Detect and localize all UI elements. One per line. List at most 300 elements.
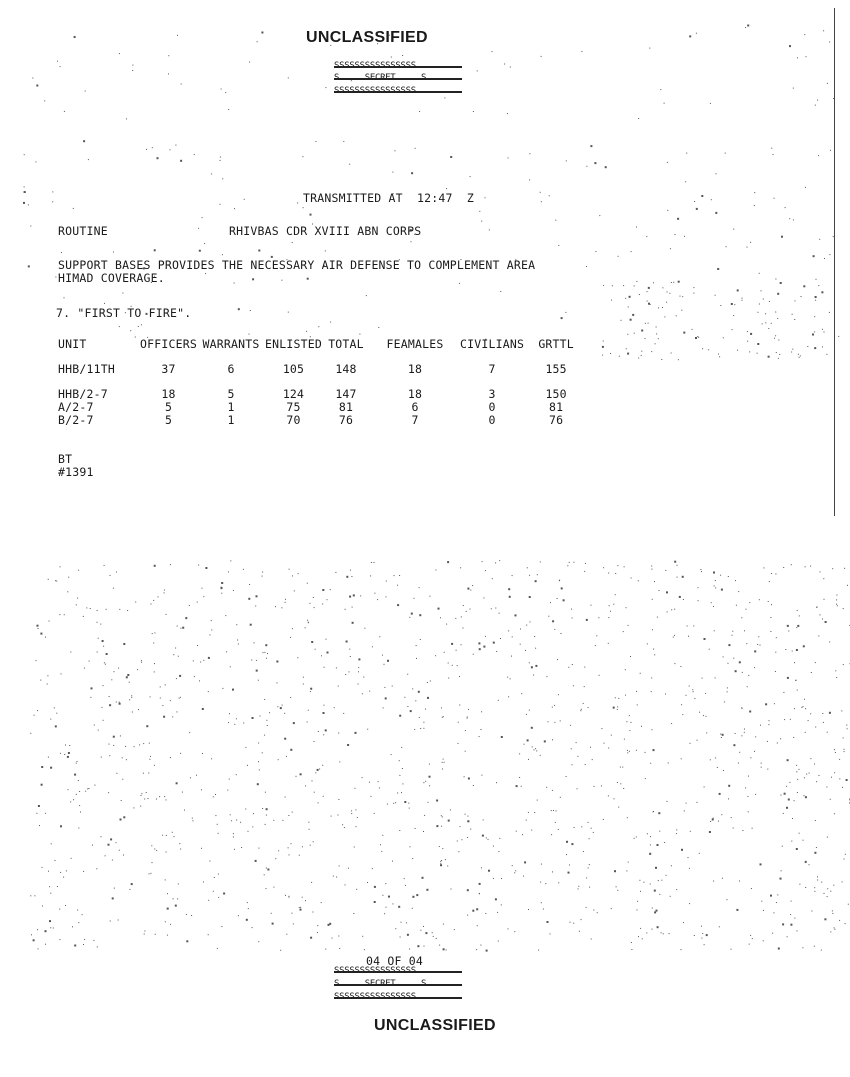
scan-speck	[591, 939, 592, 940]
scan-speck	[463, 628, 464, 629]
scan-speck	[835, 752, 836, 753]
scan-speck	[250, 624, 252, 626]
scan-speck	[305, 785, 306, 786]
scan-speck	[529, 710, 530, 711]
scan-speck	[256, 595, 258, 597]
scan-speck	[657, 926, 659, 928]
scan-speck	[777, 894, 778, 895]
scan-speck	[292, 628, 293, 629]
scan-speck	[801, 707, 802, 708]
scan-speck	[626, 348, 627, 349]
scan-speck	[122, 779, 123, 780]
scan-speck	[816, 781, 817, 782]
scan-speck	[508, 588, 510, 590]
scan-speck	[524, 861, 526, 863]
scan-speck	[552, 620, 554, 622]
scan-speck	[665, 694, 666, 695]
scan-speck	[804, 34, 805, 35]
scan-speck	[789, 782, 790, 783]
scan-speck	[251, 660, 252, 661]
scan-speck	[371, 562, 372, 563]
scan-speck	[815, 662, 816, 663]
scan-speck	[748, 776, 749, 777]
scan-speck	[267, 869, 269, 871]
scan-speck	[90, 608, 91, 609]
scan-speck	[135, 602, 136, 603]
scan-speck	[554, 722, 555, 723]
scan-speck	[813, 255, 815, 257]
scan-speck	[229, 713, 230, 714]
scan-speck	[149, 743, 150, 744]
scan-speck	[816, 847, 817, 848]
scan-speck	[132, 70, 133, 71]
scan-speck	[338, 686, 339, 687]
scan-speck	[786, 786, 787, 787]
scan-speck	[818, 635, 819, 636]
scan-speck	[497, 912, 498, 913]
scan-speck	[680, 296, 681, 297]
scan-speck	[775, 671, 776, 672]
scan-speck	[172, 832, 173, 833]
scan-speck	[24, 191, 26, 193]
scan-speck	[790, 924, 792, 926]
scan-speck	[570, 725, 571, 726]
scan-speck	[761, 901, 762, 902]
scan-speck	[566, 776, 567, 777]
scan-speck	[92, 845, 93, 846]
scan-speck	[387, 660, 389, 662]
scan-speck	[847, 728, 848, 729]
scan-speck	[467, 718, 468, 719]
scan-speck	[59, 939, 60, 940]
scan-speck	[384, 687, 385, 688]
scan-speck	[552, 871, 553, 872]
scan-speck	[733, 315, 734, 316]
scan-speck	[444, 97, 445, 98]
scan-speck	[233, 833, 234, 834]
scan-speck	[352, 622, 354, 624]
scan-speck	[204, 243, 205, 244]
scan-speck	[715, 212, 717, 214]
scan-speck	[378, 781, 379, 782]
scan-speck	[198, 565, 199, 566]
scan-speck	[558, 694, 559, 695]
scan-speck	[656, 910, 658, 912]
scan-speck	[85, 91, 86, 92]
scan-speck	[97, 610, 98, 611]
scan-speck	[796, 627, 797, 628]
scan-speck	[631, 949, 632, 950]
scan-speck	[841, 710, 842, 711]
scan-speck	[412, 896, 414, 898]
scan-speck	[815, 105, 816, 106]
scan-speck	[69, 745, 70, 746]
scan-speck	[804, 699, 805, 700]
scan-speck	[367, 729, 368, 730]
scan-speck	[165, 684, 166, 685]
scan-speck	[238, 915, 239, 916]
scan-speck	[470, 590, 471, 591]
scan-speck	[557, 659, 558, 660]
scan-speck	[410, 710, 412, 712]
scan-speck	[34, 715, 35, 716]
scan-speck	[827, 888, 828, 889]
scan-speck	[218, 897, 219, 898]
scan-speck	[629, 715, 630, 716]
scan-speck	[750, 935, 751, 936]
scan-speck	[154, 249, 156, 251]
scan-speck	[613, 604, 614, 605]
scan-speck	[686, 695, 687, 696]
scan-speck	[634, 838, 635, 839]
scan-speck	[627, 750, 628, 751]
scan-speck	[288, 847, 289, 848]
scan-speck	[728, 663, 729, 664]
scan-speck	[593, 832, 594, 833]
scan-speck	[457, 665, 458, 666]
scan-speck	[613, 707, 615, 709]
scan-speck	[664, 316, 665, 317]
scan-speck	[586, 907, 587, 908]
scan-speck	[51, 843, 52, 844]
scan-speck	[228, 722, 229, 723]
scan-speck	[785, 649, 786, 650]
scan-speck	[636, 837, 637, 838]
scan-edge-line	[834, 8, 835, 516]
scan-speck	[313, 841, 314, 842]
scan-speck	[76, 794, 77, 795]
scan-speck	[349, 671, 350, 672]
scan-speck	[678, 359, 679, 360]
scan-speck	[405, 885, 406, 886]
scan-speck	[629, 296, 630, 297]
scan-speck	[820, 571, 821, 572]
scan-speck	[416, 645, 417, 646]
scan-speck	[300, 909, 302, 911]
scan-speck	[803, 645, 805, 647]
scan-speck	[699, 853, 700, 854]
scan-speck	[578, 888, 579, 889]
scan-speck	[628, 625, 629, 626]
scan-speck	[56, 581, 57, 582]
scan-speck	[540, 192, 541, 193]
scan-speck	[220, 204, 221, 205]
scan-speck	[263, 652, 264, 653]
scan-speck	[411, 241, 412, 242]
scan-speck	[442, 762, 443, 763]
scan-speck	[456, 650, 457, 651]
cell-females: 6	[411, 400, 419, 414]
scan-speck	[351, 810, 352, 811]
scan-speck	[612, 285, 613, 286]
scan-speck	[436, 825, 438, 827]
scan-speck	[731, 303, 733, 305]
scan-speck	[50, 719, 51, 720]
scan-speck	[55, 580, 56, 581]
scan-speck	[196, 775, 197, 776]
cell-females: 18	[407, 362, 423, 376]
scan-speck	[608, 795, 609, 796]
scan-speck	[72, 926, 73, 927]
scan-speck	[331, 816, 332, 817]
scan-speck	[760, 645, 761, 646]
scan-speck	[814, 331, 815, 332]
scan-speck	[572, 618, 573, 619]
scan-speck	[585, 764, 586, 765]
scan-speck	[459, 283, 460, 284]
scan-speck	[586, 877, 587, 878]
scan-speck	[315, 772, 316, 773]
scan-speck	[479, 211, 480, 212]
scan-speck	[631, 942, 632, 943]
scan-speck	[407, 706, 408, 707]
scan-speck	[781, 870, 782, 871]
scan-speck	[809, 773, 810, 774]
scan-speck	[626, 870, 627, 871]
scan-speck	[291, 913, 292, 914]
scan-speck	[168, 73, 169, 74]
scan-speck	[815, 296, 817, 298]
scan-speck	[201, 848, 202, 849]
scan-speck	[180, 160, 182, 162]
scan-speck	[715, 295, 716, 296]
scan-speck	[749, 711, 751, 713]
scan-speck	[615, 594, 616, 595]
scan-speck	[510, 678, 511, 679]
scan-speck	[118, 920, 119, 921]
scan-speck	[747, 25, 749, 27]
scan-speck	[573, 562, 574, 563]
scan-speck	[661, 880, 662, 881]
scan-speck	[409, 617, 410, 618]
scan-speck	[374, 901, 376, 903]
scan-speck	[404, 801, 406, 803]
scan-speck	[419, 587, 420, 588]
scan-speck	[674, 609, 675, 610]
scan-speck	[36, 660, 37, 661]
scan-speck	[749, 944, 750, 945]
scan-speck	[349, 649, 350, 650]
cell-total: 148	[335, 362, 357, 376]
scan-speck	[416, 658, 417, 659]
scan-speck	[780, 738, 781, 739]
scan-speck	[369, 691, 370, 692]
scan-speck	[662, 287, 663, 288]
scan-speck	[735, 733, 736, 734]
scan-speck	[791, 564, 792, 565]
scan-speck	[385, 697, 387, 699]
scan-speck	[192, 820, 193, 821]
scan-speck	[280, 707, 282, 709]
scan-speck	[790, 719, 791, 720]
scan-speck	[149, 873, 150, 874]
scan-speck	[277, 682, 278, 683]
scan-speck	[775, 335, 776, 336]
scan-speck	[173, 898, 174, 899]
scan-speck	[680, 666, 681, 667]
scan-speck	[541, 864, 542, 865]
scan-speck	[493, 878, 494, 879]
cell-total: 76	[338, 413, 354, 427]
scan-speck	[834, 772, 835, 773]
scan-speck	[68, 752, 70, 754]
scan-speck	[23, 202, 25, 204]
scan-speck	[374, 886, 376, 888]
scan-speck	[384, 913, 385, 914]
scan-speck	[294, 590, 295, 591]
scan-speck	[651, 691, 652, 692]
scan-speck	[208, 900, 209, 901]
scan-speck	[414, 598, 415, 599]
scan-speck	[264, 874, 265, 875]
scan-speck	[558, 882, 559, 883]
scan-speck	[844, 749, 845, 750]
scan-speck	[280, 950, 281, 951]
scan-speck	[404, 697, 405, 698]
scan-speck	[715, 757, 716, 758]
scan-speck	[829, 42, 830, 43]
scan-speck	[285, 895, 286, 896]
scan-speck	[720, 575, 721, 576]
scan-speck	[794, 918, 795, 919]
scan-speck	[160, 698, 161, 699]
scan-speck	[552, 707, 553, 708]
scan-speck	[847, 585, 848, 586]
scan-speck	[119, 703, 121, 705]
scan-speck	[563, 599, 565, 601]
scan-speck	[109, 744, 110, 745]
cell-enlisted: 70	[286, 413, 301, 427]
scan-speck	[391, 754, 392, 755]
scan-speck	[223, 893, 225, 895]
scan-speck	[823, 30, 824, 31]
scan-speck	[640, 928, 641, 929]
bottom-band-strike-middle	[334, 984, 462, 986]
scan-speck	[143, 743, 144, 744]
scan-speck	[473, 654, 474, 655]
scan-speck	[419, 614, 421, 616]
scan-speck	[427, 682, 428, 683]
scan-speck	[701, 195, 703, 197]
scan-speck	[307, 278, 309, 280]
scan-speck	[374, 593, 375, 594]
scan-speck	[370, 575, 371, 576]
scan-speck	[767, 769, 768, 770]
scan-speck	[815, 820, 816, 821]
scan-speck	[440, 617, 441, 618]
scan-speck	[504, 64, 505, 65]
header-total: TOTAL	[328, 337, 364, 351]
scan-speck	[775, 574, 776, 575]
scan-speck	[711, 199, 712, 200]
scan-speck	[399, 760, 400, 761]
scan-speck	[314, 741, 315, 742]
scan-speck	[236, 718, 237, 719]
scan-speck	[704, 786, 705, 787]
scan-speck	[252, 826, 253, 827]
scan-speck	[768, 356, 770, 358]
scan-speck	[625, 298, 626, 299]
scan-speck	[255, 860, 257, 862]
scan-speck	[665, 570, 666, 571]
scan-speck	[793, 219, 794, 220]
scan-speck	[791, 841, 792, 842]
scan-speck	[184, 810, 185, 811]
scan-speck	[759, 273, 760, 274]
scan-speck	[812, 334, 814, 336]
cell-enlisted: 105	[282, 362, 305, 376]
scan-speck	[30, 733, 31, 734]
scan-speck	[49, 886, 50, 887]
scan-speck	[454, 929, 455, 930]
scan-speck	[823, 578, 824, 579]
scan-speck	[767, 741, 768, 742]
scan-speck	[339, 948, 340, 949]
scan-speck	[617, 565, 618, 566]
scan-speck	[318, 326, 319, 327]
scan-speck	[795, 680, 796, 681]
scan-speck	[249, 584, 250, 585]
scan-speck	[667, 210, 668, 211]
scan-speck	[102, 640, 104, 642]
cell-warrants: 5	[227, 387, 235, 401]
scan-speck	[588, 822, 589, 823]
scan-speck	[247, 765, 248, 766]
cell-civilians: 0	[488, 413, 496, 427]
scan-speck	[516, 785, 518, 787]
scan-speck	[797, 625, 799, 627]
scan-speck	[566, 841, 568, 843]
scan-speck	[480, 945, 481, 946]
scan-speck	[52, 191, 53, 192]
scan-speck	[676, 889, 677, 890]
scan-speck	[601, 728, 602, 729]
scan-speck	[668, 762, 669, 763]
scan-speck	[824, 332, 825, 333]
scan-speck	[215, 794, 216, 795]
scan-speck	[418, 691, 420, 693]
scan-speck	[713, 606, 714, 607]
scan-speck	[402, 783, 403, 784]
scan-speck	[622, 767, 623, 768]
scan-speck	[356, 889, 357, 890]
scan-speck	[573, 685, 574, 686]
scan-speck	[220, 157, 221, 158]
scan-speck	[637, 909, 638, 910]
scan-speck	[629, 751, 630, 752]
scan-speck	[423, 831, 424, 832]
scan-speck	[262, 576, 263, 577]
scan-speck	[839, 759, 840, 760]
scan-speck	[697, 802, 698, 803]
scan-speck	[577, 788, 578, 789]
scan-speck	[822, 713, 823, 714]
scan-speck	[476, 908, 478, 910]
scan-speck	[180, 753, 181, 754]
scan-speck	[310, 214, 312, 216]
scan-speck	[541, 201, 542, 202]
scan-speck	[154, 632, 155, 633]
scan-speck	[32, 78, 33, 79]
scan-speck	[461, 644, 462, 645]
scan-speck	[404, 878, 405, 879]
scan-speck	[501, 736, 503, 738]
scan-speck	[258, 761, 259, 762]
scan-speck	[731, 949, 732, 950]
scan-speck	[713, 818, 714, 819]
scan-speck	[466, 611, 467, 612]
scan-speck	[590, 747, 591, 748]
